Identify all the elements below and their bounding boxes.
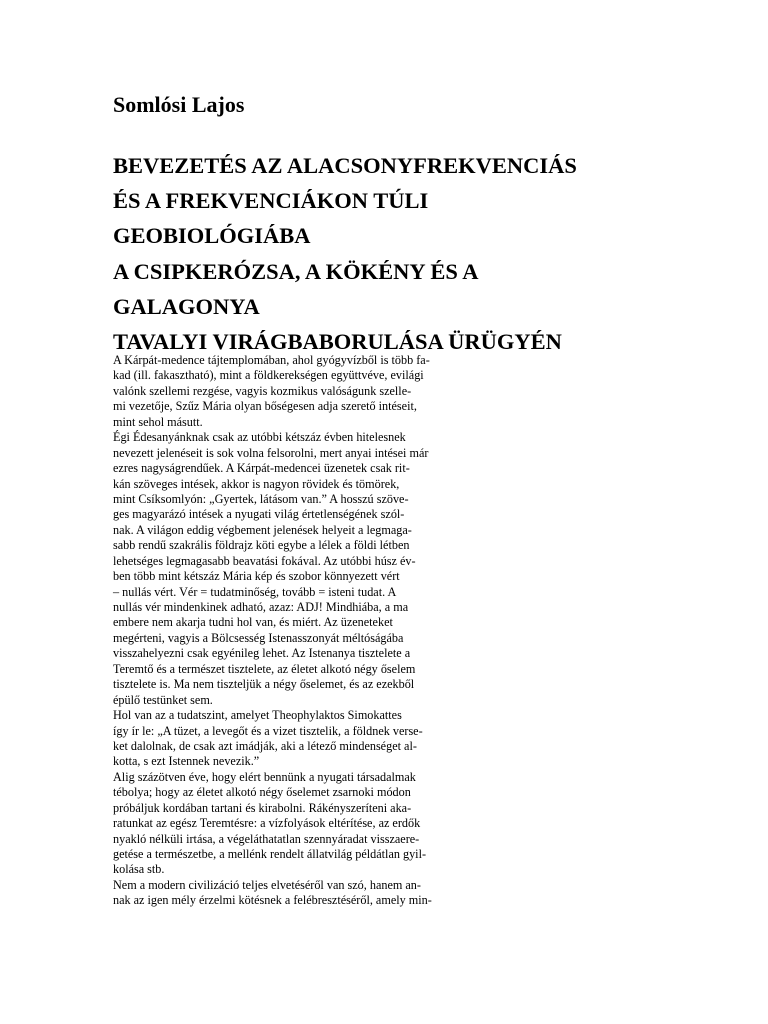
body-line: nak az igen mély érzelmi kötésnek a felébresztéséről, amely min- <box>113 893 432 908</box>
body-text <box>113 353 432 909</box>
title-line: ÉS A FREKVENCIÁKON TÚLI <box>113 188 429 214</box>
title-line: TAVALYI VIRÁGBABORULÁSA ÜRÜGYÉN <box>113 329 562 355</box>
body-line: megérteni, vagyis a Bölcsesség Istenasszonyát méltóságába <box>113 630 404 645</box>
body-line: kolása stb. <box>113 862 165 877</box>
body-line: valónk szellemi rezgése, vagyis kozmikus valóságunk szelle- <box>113 383 412 398</box>
body-line: sabb rendű szakrális földrajz köti egybe a lélek a földi létben <box>113 538 410 553</box>
body-line: kotta, s ezt Istennek nevezik.” <box>113 754 260 769</box>
body-line: visszahelyezni csak egyénileg lehet. Az Istenanya tisztelete a <box>113 646 411 661</box>
author-name: Somlósi Lajos <box>113 92 245 117</box>
body-line: nak. A világon eddig végbement jelenések helyeit a legmaga- <box>113 522 412 537</box>
body-line: nullás vér mindenkinek adható, azaz: ADJ! Mindhiába, a ma <box>113 600 409 614</box>
body-line: ges magyarázó intések a nyugati világ értetlenségének szól- <box>113 507 405 522</box>
title-line: GALAGONYA <box>113 293 260 319</box>
body-line: kán szöveges intések, akkor is nagyon rövidek és tömörek, <box>113 476 400 491</box>
body-line: tisztelete is. Ma nem tiszteljük a négy őselemet, és az ezekből <box>113 677 415 692</box>
body-line: így ír le: „A tüzet, a levegőt és a vizet tisztelik, a földnek verse- <box>113 723 423 738</box>
body-line: nevezett jelenéseit is sok volna felsorolni, mert anyai intései már <box>113 445 429 460</box>
body-line: mint Csíksomlyón: „Gyertek, látásom van.” A hosszú szöve- <box>113 491 409 506</box>
body-line: Alig százötven éve, hogy elért bennünk a nyugati társadalmak <box>113 769 416 784</box>
title-line: A CSIPKERÓZSA, A KÖKÉNY ÉS A <box>113 258 479 284</box>
body-line: getése a természetbe, a mellénk rendelt állatvilág példátlan gyil- <box>113 847 427 861</box>
body-line: A Kárpát-medence tájtemplomában, ahol gyógyvízből is több fa- <box>113 353 430 367</box>
body-line: Nem a modern civilizáció teljes elvetéséről van szó, hanem an- <box>113 877 421 892</box>
title-line: BEVEZETÉS AZ ALACSONYFREKVENCIÁS <box>113 153 577 178</box>
body-line: Hol van az a tudatszint, amelyet Theophylaktos Simokattes <box>113 708 402 723</box>
body-line: ezres nagyságrendűek. A Kárpát-medencei üzenetek csak rit- <box>113 461 410 476</box>
body-line: ratunkat az egész Teremtésre: a vízfolyások eltérítése, az erdők <box>113 816 421 831</box>
body-line: ket dalolnak, de csak azt imádják, aki a létező mindenséget al- <box>113 738 417 753</box>
body-line: ben több mint kétszáz Mária kép és szobor könnyezett vért <box>113 569 400 584</box>
body-line: – nullás vért. Vér = tudatminőség, tovább = isteni tudat. A <box>113 584 397 599</box>
body-line: Teremtő és a természet tisztelete, az életet alkotó négy őselem <box>113 661 416 676</box>
body-line: tébolya; hogy az életet alkotó négy őselemet zsarnoki módon <box>113 785 411 800</box>
body-line: épülő testünket sem. <box>113 692 213 707</box>
body-line: embere nem akarja tudni hol van, és miért. Az üzeneteket <box>113 615 393 630</box>
body-line: mint sehol másutt. <box>113 414 203 429</box>
body-line: Égi Édesanyánknak csak az utóbbi kétszáz évben hitelesnek <box>113 430 406 445</box>
body-line: lehetséges legmagasabb beavatási fokával. Az utóbbi húsz év- <box>113 553 416 568</box>
body-line: nyakló nélküli irtása, a végeláthatatlan szennyáradat visszaere- <box>113 831 420 846</box>
body-line: kad (ill. fakasztható), mint a földkerekségen együttvéve, evilági <box>113 368 424 383</box>
body-line: mi vezetője, Szűz Mária olyan bőségesen adja szerető intéseit, <box>113 399 417 414</box>
body-line: próbáljuk kordában tartani és kirabolni. Rákényszeríteni aka- <box>113 800 412 815</box>
title-line: GEOBIOLÓGIÁBA <box>113 223 311 249</box>
document-title <box>113 148 577 359</box>
